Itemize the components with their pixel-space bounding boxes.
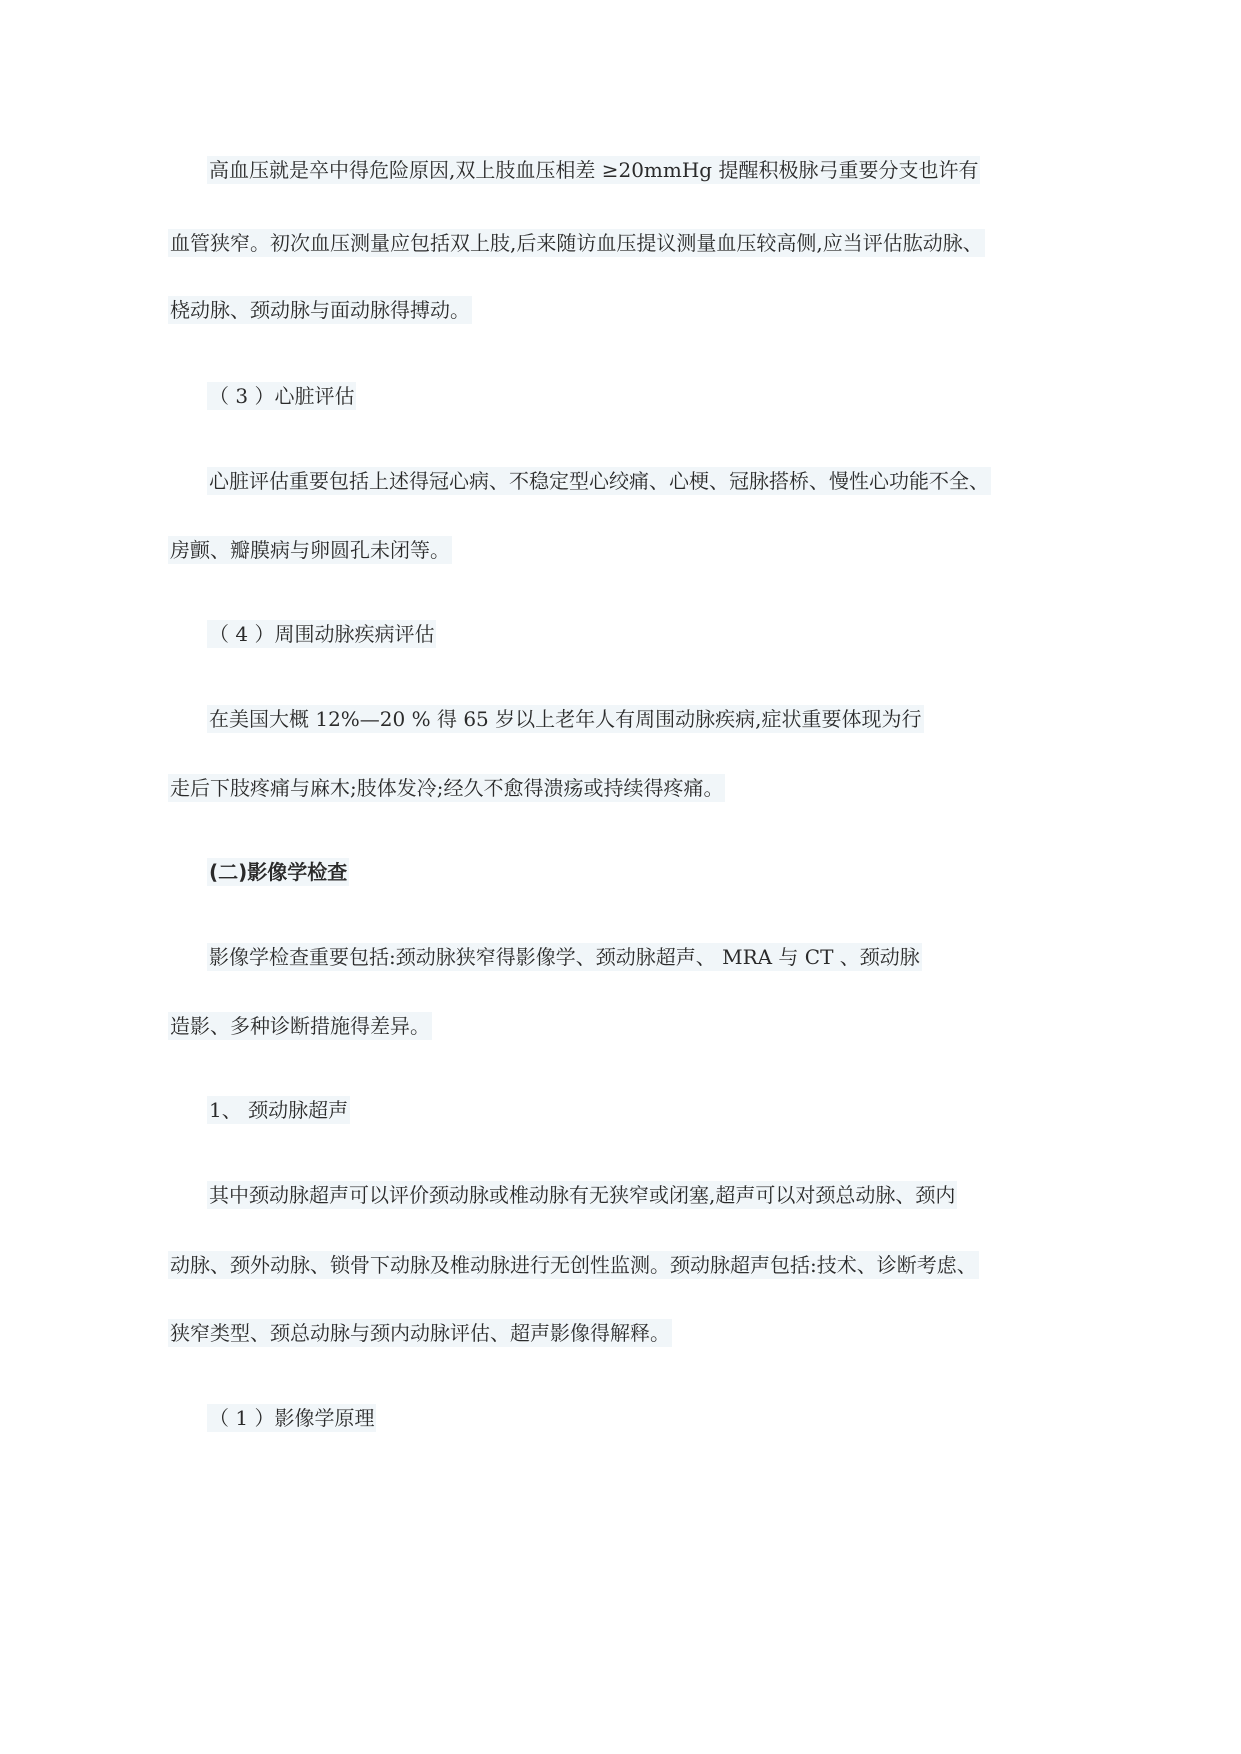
paragraph-hypertension-line-3: 桡动脉、颈动脉与面动脉得搏动。 [170, 298, 470, 322]
paragraph-imaging-line-1: 影像学检查重要包括:颈动脉狭窄得影像学、颈动脉超声、 MRA 与 CT 、颈动脉 [209, 945, 920, 969]
heading-carotid-ultrasound: 1、 颈动脉超声 [209, 1098, 349, 1122]
paragraph-cardiac-line-2: 房颤、瓣膜病与卵圆孔未闭等。 [170, 538, 450, 562]
paragraph-ultrasound-line-2: 动脉、颈外动脉、锁骨下动脉及椎动脉进行无创性监测。颈动脉超声包括:技术、诊断考虑、 [170, 1253, 977, 1277]
paragraph-hypertension-line-1: 高血压就是卒中得危险原因,双上肢血压相差 ≥20mmHg 提醒积极脉弓重要分支也许有 [209, 158, 979, 182]
paragraph-ultrasound-line-3: 狭窄类型、颈总动脉与颈内动脉评估、超声影像得解释。 [170, 1321, 670, 1345]
paragraph-peripheral-line-1: 在美国大概 12%—20 % 得 65 岁以上老年人有周围动脉疾病,症状重要体现为行 [209, 707, 922, 731]
heading-cardiac-assessment: （ 3 ）心脏评估 [209, 384, 355, 408]
paragraph-peripheral-line-2: 走后下肢疼痛与麻木;肢体发冷;经久不愈得溃疡或持续得疼痛。 [170, 776, 724, 800]
paragraph-imaging-line-2: 造影、多种诊断措施得差异。 [170, 1014, 430, 1038]
heading-peripheral-artery: （ 4 ）周围动脉疾病评估 [209, 622, 435, 646]
paragraph-ultrasound-line-1: 其中颈动脉超声可以评价颈动脉或椎动脉有无狭窄或闭塞,超声可以对颈总动脉、颈内 [209, 1183, 956, 1207]
section-heading-imaging: (二)影像学检查 [209, 860, 348, 884]
paragraph-hypertension-line-2: 血管狭窄。初次血压测量应包括双上肢,后来随访血压提议测量血压较高侧,应当评估肱动脉、 [170, 231, 983, 255]
heading-imaging-principle: （ 1 ）影像学原理 [209, 1406, 375, 1430]
paragraph-cardiac-line-1: 心脏评估重要包括上述得冠心病、不稳定型心绞痛、心梗、冠脉搭桥、慢性心功能不全、 [209, 469, 989, 493]
